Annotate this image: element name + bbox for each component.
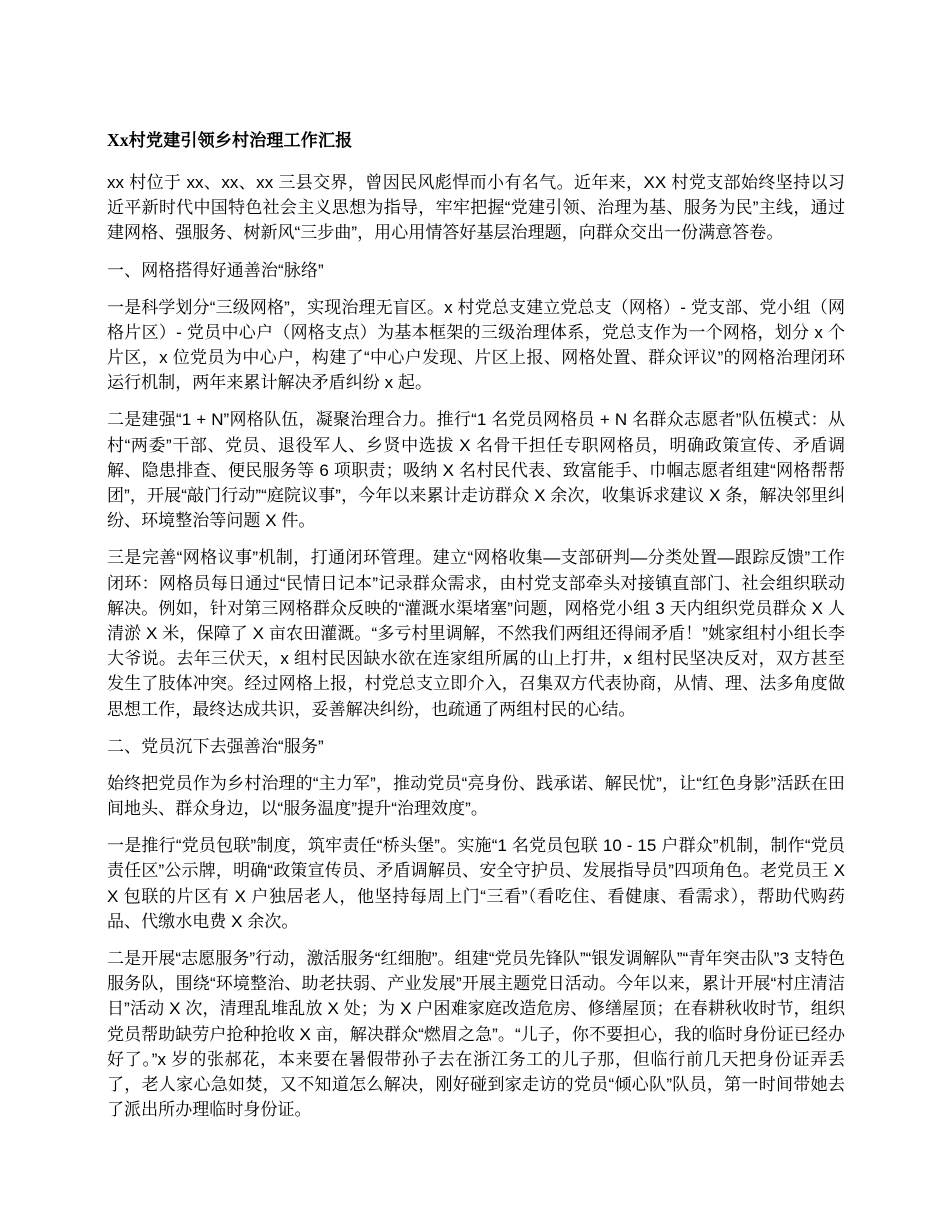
section-2-paragraph-3: 二是开展“志愿服务”行动，激活服务“红细胞”。组建“党员先锋队”“银发调解队”“青年突击队”3 支特色服务队，围绕“环境整治、助老扶弱、产业发展”开展主题党日活动。今年以来，累计开展“村庄清洁日”活动 X 次，清理乱堆乱放 X 处；为 X 户困难家庭改造危房、修缮屋顶；在春耕秋收时节，组织党员帮助缺劳户抢种抢收 X 亩，解决群众“燃眉之急”。“儿子，你不要担心，我的临时身份证已经办好了。”x 岁的张郝花，本来要在暑假带孙子去在浙江务工的儿子那，但临行前几天把身份证弄丢了，老人家心急如焚，又不知道怎么解决，刚好碰到家走访的党员“倾心队”队员，第一时间带她去了派出所办理临时身份证。 xyxy=(107,949,845,1120)
section-1-paragraph-3: 三是完善“网格议事”机制，打通闭环管理。建立“网格收集—支部研判—分类处置—跟踪反馈”工作闭环：网格员每日通过“民情日记本”记录群众需求，由村党支部牵头对接镇直部门、社会组织联动解决。例如，针对第三网格群众反映的“灌溉水渠堵塞”问题，网格党小组 3 天内组织党员群众 X 人清淤 X 米，保障了 X 亩农田灌溉。“多亏村里调解，不然我们两组还得闹矛盾！”姚家组村小组长李大爷说。去年三伏天，x 组村民因缺水欲在连家组所属的山上打井，x 组村民坚决反对，双方甚至发生了肢体冲突。经过网格上报，村党总支立即介入，召集双方代表协商，从情、理、法多角度做思想工作，最终达成共识，妥善解决纠纷，也疏通了两组村民的心结。 xyxy=(107,548,845,719)
section-2-paragraph-1: 始终把党员作为乡村治理的“主力军”，推动党员“亮身份、践承诺、解民忧”，让“红色身影”活跃在田间地头、群众身边，以“服务温度”提升“治理效度”。 xyxy=(107,773,845,819)
intro-paragraph: xx 村位于 xx、xx、xx 三县交界，曾因民风彪悍而小有名气。近年来，XX 村党支部始终坚持以习近平新时代中国特色社会主义思想为指导，牢牢把握“党建引领、治理为基、服务为民”主线，通过建网格、强服务、树新风“三步曲”，用心用情答好基层治理题，向群众交出一份满意答卷。 xyxy=(107,173,845,243)
document-title xyxy=(107,128,845,153)
document-title-latin-prefix: Xx xyxy=(107,130,129,150)
section-heading-1: 一、网格搭得好通善治“脉络” xyxy=(107,260,324,280)
section-2-paragraph-2: 一是推行“党员包联”制度，筑牢责任“桥头堡”。实施“1 名党员包联 10 - 15 户群众”机制，制作“党员责任区”公示牌，明确“政策宣传员、矛盾调解员、安全守护员、发展指导员”四项角色。老党员王 XX 包联的片区有 X 户独居老人，他坚持每周上门“三看”（看吃住、看健康、看需求），帮助代购药品、代缴水电费 X 余次。 xyxy=(107,836,845,931)
section-heading-2: 二、党员沉下去强善治“服务” xyxy=(107,736,324,756)
document-title-text: 村党建引领乡村治理工作汇报 xyxy=(128,131,353,150)
section-1-paragraph-1: 一是科学划分“三级网格”，实现治理无盲区。x 村党总支建立党总支（网格）- 党支部、党小组（网格片区）- 党员中心户（网格支点）为基本框架的三级治理体系，党总支作为一个网格，划分 x 个片区，x 位党员为中心户，构建了“中心户发现、片区上报、网格处置、群众评议”的网格治理闭环运行机制，两年来累计解决矛盾纠纷 x 起。 xyxy=(107,297,845,393)
section-1-paragraph-2: 二是建强“1 + N”网格队伍，凝聚治理合力。推行“1 名党员网格员 + N 名群众志愿者”队伍模式：从村“两委”干部、党员、退役军人、乡贤中选拔 X 名骨干担任专职网格员，明确政策宣传、矛盾调解、隐患排查、便民服务等 6 项职责；吸纳 X 名村民代表、致富能手、巾帼志愿者组建“网格帮帮团”，开展“敲门行动”“庭院议事”，今年以来累计走访群众 X 余次，收集诉求建议 X 条，解决邻里纠纷、环境整治等问题 X 件。 xyxy=(107,410,845,531)
